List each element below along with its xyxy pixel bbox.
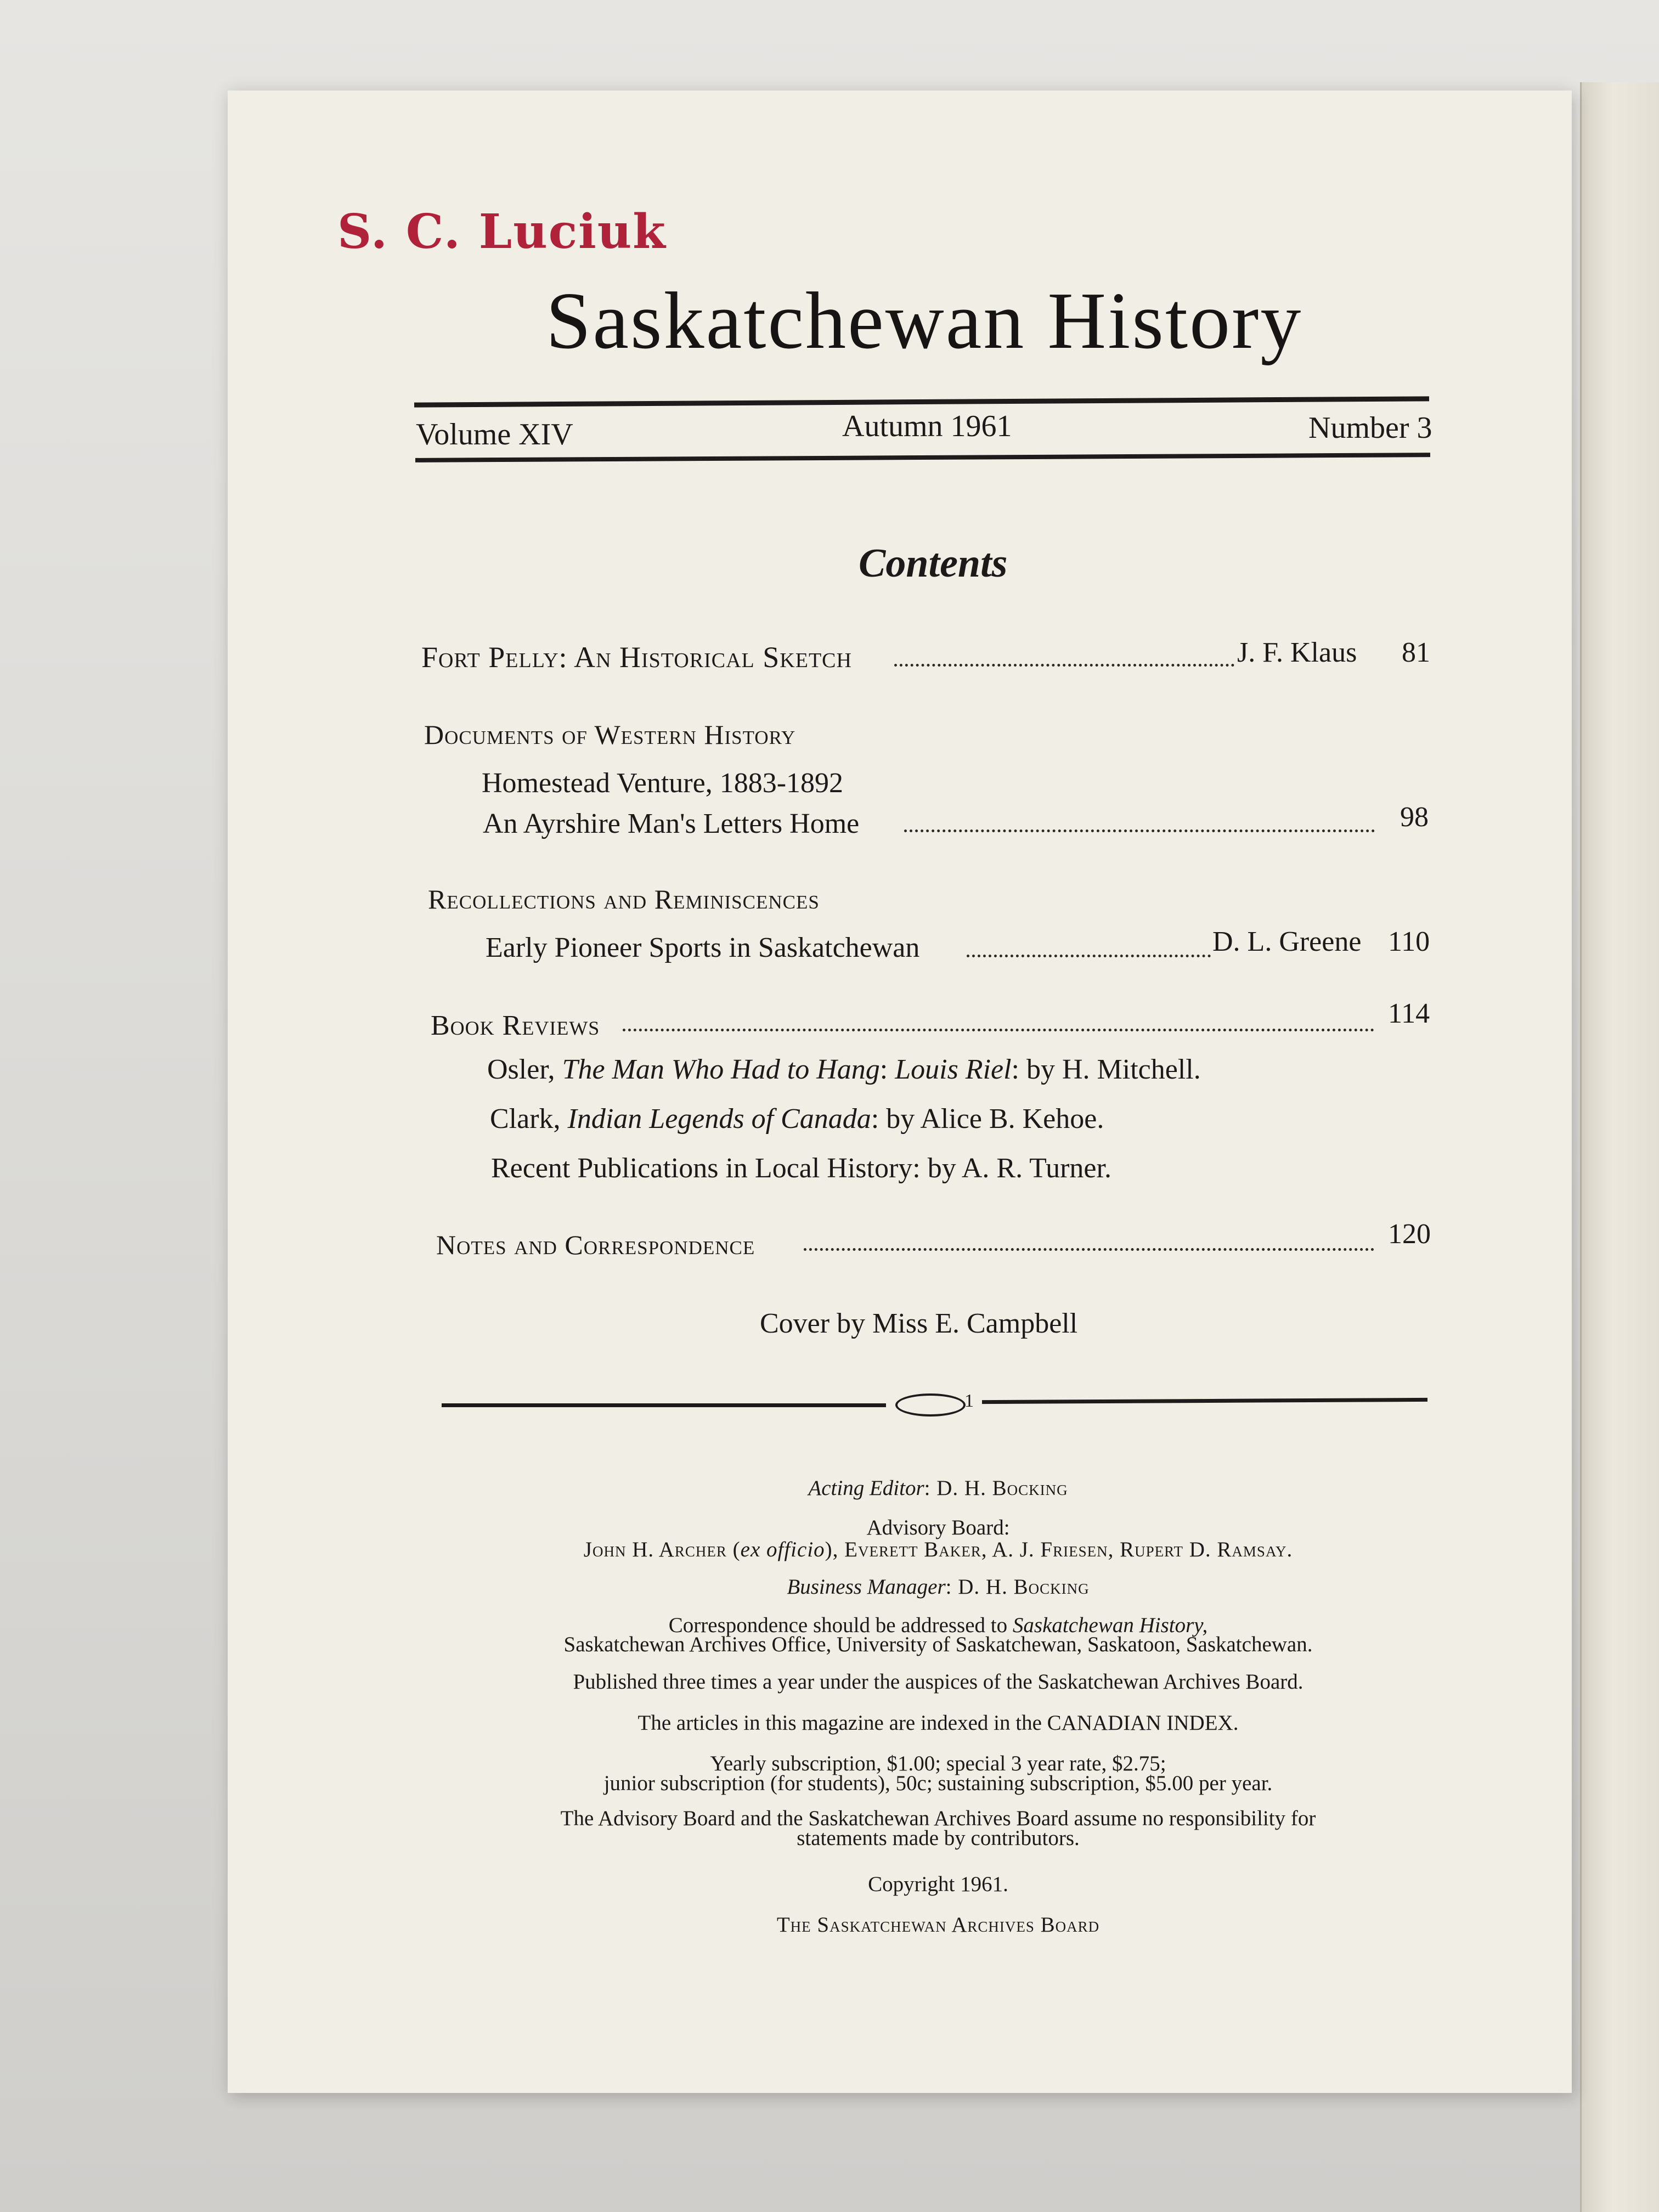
advisory-board-names (390, 1537, 1487, 1562)
adjacent-page-edge (1580, 82, 1659, 2212)
toc-section-heading: Book Reviews (431, 1010, 600, 1041)
business-manager (390, 1575, 1487, 1599)
owner-stamp: S. C. Luciuk (337, 204, 667, 259)
acting-editor-label: Acting Editor (808, 1476, 924, 1500)
published-note: Published three times a year under the auspices of the Saskatchewan Archives Board. (573, 1670, 1304, 1694)
toc-section-heading: Documents of Western History (424, 719, 796, 750)
copyright: Copyright 1961. (868, 1872, 1008, 1896)
advisory-board-label: Advisory Board: (866, 1516, 1010, 1539)
toc-leader (967, 955, 1211, 957)
review-author: Clark, (490, 1103, 568, 1135)
toc-entry-author: D. L. Greene (1212, 926, 1362, 957)
review-separator: : (879, 1054, 895, 1085)
advisory-ex-officio: ex officio (740, 1538, 825, 1561)
subscription-line1: Yearly subscription, $1.00; special 3 year rate, $2.75; (710, 1752, 1166, 1775)
business-manager-label: Business Manager (787, 1575, 946, 1599)
number-label: Number 3 (1308, 411, 1432, 445)
indexed-note: The articles in this magazine are indexed in the CANADIAN INDEX. (637, 1711, 1239, 1735)
toc-entry-page: 120 (1388, 1218, 1431, 1250)
publisher: The Saskatchewan Archives Board (776, 1913, 1100, 1937)
correspondence-journal: Saskatchewan History, (1012, 1613, 1208, 1637)
toc-entry-author: J. F. Klaus (1237, 637, 1357, 668)
disclaimer-line1: The Advisory Board and the Saskatchewan Archives Board assume no responsibility for (560, 1807, 1316, 1830)
correspondence-text: Correspondence should be addressed to (668, 1613, 1013, 1637)
toc-leader (894, 664, 1234, 667)
toc-section-heading: Recollections and Reminiscences (428, 884, 820, 915)
ornament-icon (895, 1393, 966, 1417)
subscription-line2: junior subscription (for students), 50c; sustaining subscription, $5.00 per year. (603, 1771, 1273, 1795)
correspondence-line2: Saskatchewan Archives Office, University of Saskatchewan, Saskatoon, Saskatchewan. (563, 1633, 1313, 1656)
toc-entry-title: Early Pioneer Sports in Saskatchewan (486, 932, 920, 963)
volume-label: Volume XIV (416, 417, 573, 452)
toc-section-heading: Notes and Correspondence (436, 1229, 755, 1260)
review-line (487, 1053, 1201, 1086)
review-reviewer: : by H. Mitchell. (1011, 1054, 1201, 1085)
review-text: Recent Publications in Local History: by A. R. Turner. (491, 1153, 1111, 1184)
ornament-number: 1 (964, 1391, 974, 1411)
review-author: Osler, (487, 1054, 562, 1085)
toc-leader (623, 1029, 1374, 1031)
toc-leader (904, 830, 1375, 832)
toc-leader (804, 1248, 1374, 1251)
toc-entry-title: Fort Pelly: An Historical Sketch (421, 641, 852, 674)
season-label: Autumn 1961 (842, 409, 1012, 443)
acting-editor-name: : D. H. Bocking (924, 1476, 1068, 1500)
journal-title: Saskatchewan History (546, 276, 1303, 366)
review-book-subtitle: Louis Riel (895, 1054, 1012, 1085)
contents-heading: Contents (859, 541, 1008, 586)
toc-entry-page: 98 (1400, 802, 1429, 833)
toc-entry-page: 110 (1388, 926, 1430, 957)
toc-entry-title-line2: An Ayrshire Man's Letters Home (483, 808, 860, 839)
acting-editor (390, 1476, 1487, 1500)
cover-credit: Cover by Miss E. Campbell (760, 1308, 1078, 1339)
review-book-title: Indian Legends of Canada (567, 1103, 871, 1135)
advisory-names-b: ), Everett Baker, A. J. Friesen, Rupert D. Ramsay. (825, 1538, 1293, 1561)
disclaimer-line2: statements made by contributors. (797, 1826, 1080, 1850)
toc-entry-page: 81 (1402, 637, 1430, 668)
business-manager-name: : D. H. Bocking (945, 1575, 1090, 1599)
divider-rule-left (442, 1403, 886, 1407)
review-book-title: The Man Who Had to Hang (562, 1054, 880, 1085)
toc-entry-title-line1: Homestead Venture, 1883-1892 (482, 768, 844, 799)
review-reviewer: : by Alice B. Kehoe. (871, 1103, 1104, 1135)
review-line (490, 1103, 1104, 1135)
review-line (491, 1152, 1111, 1184)
toc-entry-page: 114 (1388, 998, 1430, 1029)
advisory-names-a: John H. Archer ( (583, 1538, 741, 1561)
